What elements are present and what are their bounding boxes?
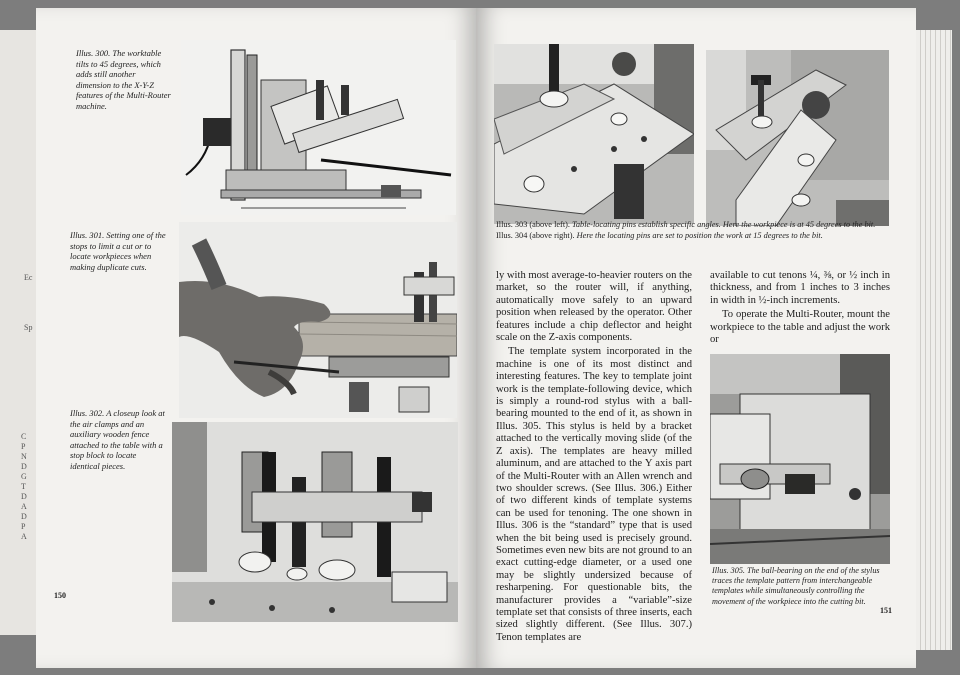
- caption-text: Here the locating pins are set to position the work at 15 degrees to the bit.: [576, 230, 823, 240]
- edge-char: P: [21, 522, 26, 531]
- body-column-2: [710, 270, 890, 348]
- paragraph: ly with most average-to-heavier routers on the market, so the router will, if anything, automatically move safely to an upward position when released by the operator. Other features include a chip deflector and height scale on the Z-axis components.: [496, 270, 692, 344]
- caption-text: Table-locating pins establish specific angles. Here the workpiece is at 45 degrees to the bit.: [572, 220, 876, 229]
- caption-illus-303-304: [496, 220, 906, 241]
- caption-illus-301: [70, 230, 166, 272]
- edge-char: Sp: [24, 323, 33, 332]
- edge-char: D: [21, 462, 27, 471]
- caption-label: Illus. 304 (above right).: [496, 230, 575, 240]
- photo-illus-301: [179, 222, 457, 418]
- paragraph: To operate the Multi-Router, mount the workpiece to the table and adjust the work or: [710, 309, 890, 346]
- photo-illus-303: [494, 44, 694, 224]
- photo-illus-304: [706, 50, 889, 226]
- caption-line: [496, 231, 906, 242]
- right-page-stack-edge: [916, 30, 952, 650]
- caption-label: Illus. 301.: [70, 230, 105, 240]
- edge-char: C: [21, 432, 27, 441]
- caption-illus-305: [712, 566, 892, 607]
- edge-char: G: [21, 472, 27, 481]
- caption-line: [496, 220, 906, 231]
- paragraph: The template system incorporated in the machine is one of its most distinct and interesting features. The key to template joint work is the template-following device, which is simply a round-rod stylus with a ball-bearing mounted to the end of it, as shown in Illus. 305. This stylus is held by a bracket attached to the vertically moving slide (of the Z axis). The templates are heavy milled aluminum, and are attached to the Y axis part of the Multi-Router with an Allen wrench and two shoulder screws. (See Illus. 306.) Either of two different kinds of template systems can be used for tenoning. The one shown in Illus. 306 is the “standard” type that is used when the bit being used is precisely ground. Sometimes even new bits are not ground to an exact cutting-edge diameter, or a used one may be slightly undersized because of resharpening. For questionable bits, the manufacturer provides a “variable”-size template set that consists of three inserts, each sized slightly different. (See Illus. 307.) Tenon templates are: [496, 346, 692, 643]
- paragraph: available to cut tenons ¼, ⅜, or ½ inch in thickness, and from 1 inches to 3 inches in width in ½-inch increments.: [710, 270, 890, 306]
- caption-label: Illus. 300.: [76, 48, 111, 58]
- photo-illus-302: [172, 422, 458, 622]
- caption-illus-300: [76, 48, 172, 111]
- edge-char: N: [21, 452, 27, 461]
- caption-text: The ball-bearing on the end of the stylus traces the template pattern from interchangeable templates while simultaneously controlling the movement of the workpiece into the cutting bit.: [712, 566, 880, 606]
- left-page: [36, 8, 476, 668]
- caption-text: The worktable tilts to 45 degrees, which adds still another dimension to the X-Y-Z features of the Multi-Router machine.: [76, 48, 171, 111]
- edge-char: P: [21, 442, 26, 451]
- page-number: 150: [54, 591, 66, 600]
- edge-char: D: [21, 512, 27, 521]
- caption-text: A closeup look at the air clamps and an auxiliary wooden fence attached to the table with a stop block to locate identical pieces.: [70, 408, 165, 471]
- caption-label: Illus. 302.: [70, 408, 105, 418]
- edge-char: Ec: [24, 273, 33, 282]
- photo-illus-305: [710, 354, 890, 564]
- caption-label: Illus. 303 (above left).: [496, 220, 570, 229]
- photo-illus-300: [181, 40, 456, 215]
- edge-char: D: [21, 492, 27, 501]
- edge-char: A: [21, 502, 27, 511]
- caption-text: Setting one of the stops to limit a cut or to locate workpieces when making duplicate cuts.: [70, 230, 166, 272]
- edge-char: T: [21, 482, 26, 491]
- caption-label: Illus. 305.: [712, 566, 745, 575]
- adjacent-page-edge: [0, 30, 39, 635]
- body-column-1: [496, 270, 692, 646]
- right-page: [476, 8, 916, 668]
- caption-illus-302: [70, 408, 166, 471]
- page-number: 151: [880, 606, 892, 615]
- edge-char: A: [21, 532, 27, 541]
